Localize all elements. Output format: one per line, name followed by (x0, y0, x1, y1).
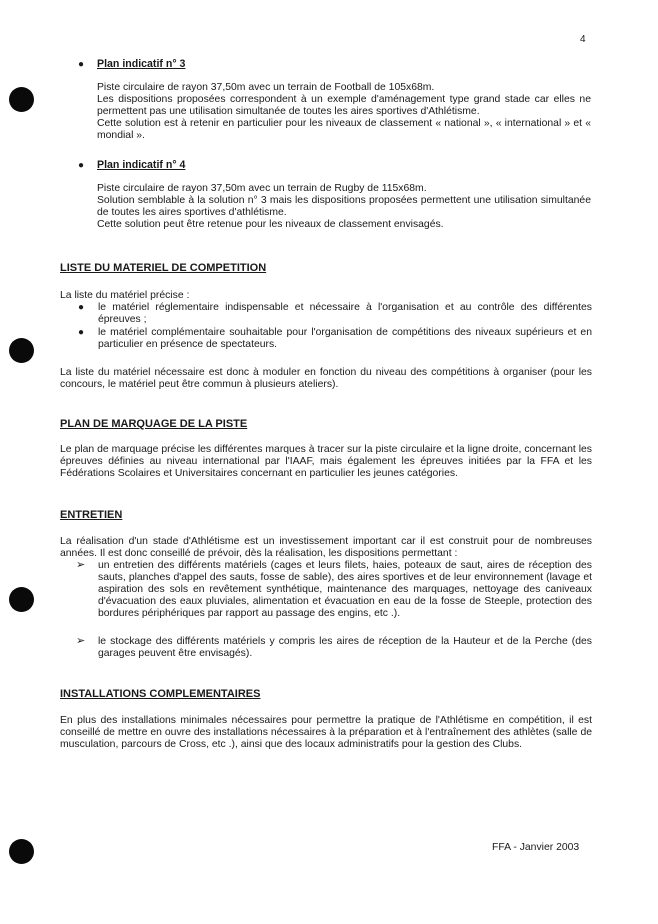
bullet-icon: ● (78, 59, 85, 70)
marquage-text: Le plan de marquage précise les différentes marques à tracer sur la piste circulaire et la ligne droite, concernant les épreuves définies au niveau international par l'IAAF, mais également les épreuves initiées par la FFA et les Fédérations Scolaires et Universitaires concernant en particulier les jeunes catégories. (60, 444, 592, 479)
punch-hole (9, 839, 34, 864)
plan4-line: Piste circulaire de rayon 37,50m avec un terrain de Rugby de 115x68m. (97, 183, 427, 194)
bullet-icon: ● (78, 327, 85, 338)
punch-hole (9, 87, 34, 112)
installations-heading: INSTALLATIONS COMPLEMENTAIRES (60, 688, 261, 700)
materiel-outro: La liste du matériel nécessaire est donc à moduler en fonction du niveau des compétitions à organiser (pour les concours, le matériel peut être commun à plusieurs ateliers). (60, 367, 592, 390)
materiel-intro: La liste du matériel précise : (60, 290, 190, 301)
plan4-line: Cette solution peut être retenue pour les niveaux de classement envisagés. (97, 219, 444, 230)
installations-text: En plus des installations minimales nécessaires pour permettre la pratique de l'Athlétisme en compétition, il est conseillé de mettre en ouvre des installations nécessaires à la préparation et à l'entraînement des athlètes (salle de musculation, parcours de Cross, etc .), ainsi que des locaux administratifs pour la gestion des Clubs. (60, 715, 592, 750)
list-item: le matériel complémentaire souhaitable pour l'organisation de compétitions des niveaux supérieurs et en particulier en présence de spectateurs. (98, 327, 592, 350)
plan3-title: Plan indicatif n° 3 (97, 58, 186, 70)
plan3-line: Cette solution est à retenir en particulier pour les niveaux de classement « national », « international » et « mondial ». (97, 118, 591, 141)
materiel-heading: LISTE DU MATERIEL DE COMPETITION (60, 262, 267, 274)
list-item: un entretien des différents matériels (cages et leurs filets, haies, poteaux de saut, aires de réception des sauts, planches d'appel des sauts, fosse de sable), des aires sportives et de leur environnement (lavage et aspiration des sols en revêtement synthétique, maintenance des marquages, nettoyage des caniveaux d'évacuation des eaux pluviales, alimentation et évacuation en eau de la fosse de Steeple, protection des bordures périphériques par rapport au passage des engins, etc .). (98, 560, 592, 619)
plan3-line: Piste circulaire de rayon 37,50m avec un terrain de Football de 105x68m. (97, 82, 435, 93)
bullet-icon: ● (78, 302, 85, 313)
punch-hole (9, 587, 34, 612)
list-item: le stockage des différents matériels y compris les aires de réception de la Hauteur et de la Perche (des garages peuvent être envisagés). (98, 636, 592, 659)
plan4-title: Plan indicatif n° 4 (97, 159, 186, 171)
plan4-line: Solution semblable à la solution n° 3 mais les dispositions proposées permettent une utilisation simultanée de toutes les aires sportives d'athlétisme. (97, 195, 591, 218)
plan3-line: Les dispositions proposées correspondent à un exemple d'aménagement type grand stade car elles ne permettent pas une utilisation simultanée de toutes les aires sportives d'Athlétisme. (97, 94, 591, 117)
arrow-bullet-icon: ➢ (76, 559, 86, 571)
entretien-intro: La réalisation d'un stade d'Athlétisme est un investissement important car il est construit pour de nombreuses années. Il est donc conseillé de prévoir, dès la réalisation, les dispositions permettant : (60, 536, 592, 559)
list-item: le matériel réglementaire indispensable et nécessaire à l'organisation et au contrôle des différentes épreuves ; (98, 302, 592, 325)
plan4-body (97, 183, 591, 231)
footer: FFA - Janvier 2003 (492, 842, 580, 853)
page-number: 4 (580, 34, 586, 45)
bullet-icon: ● (78, 160, 85, 171)
marquage-heading: PLAN DE MARQUAGE DE LA PISTE (60, 418, 248, 430)
arrow-bullet-icon: ➢ (76, 635, 86, 647)
punch-hole (9, 338, 34, 363)
plan3-body (97, 82, 591, 142)
entretien-heading: ENTRETIEN (60, 509, 123, 521)
